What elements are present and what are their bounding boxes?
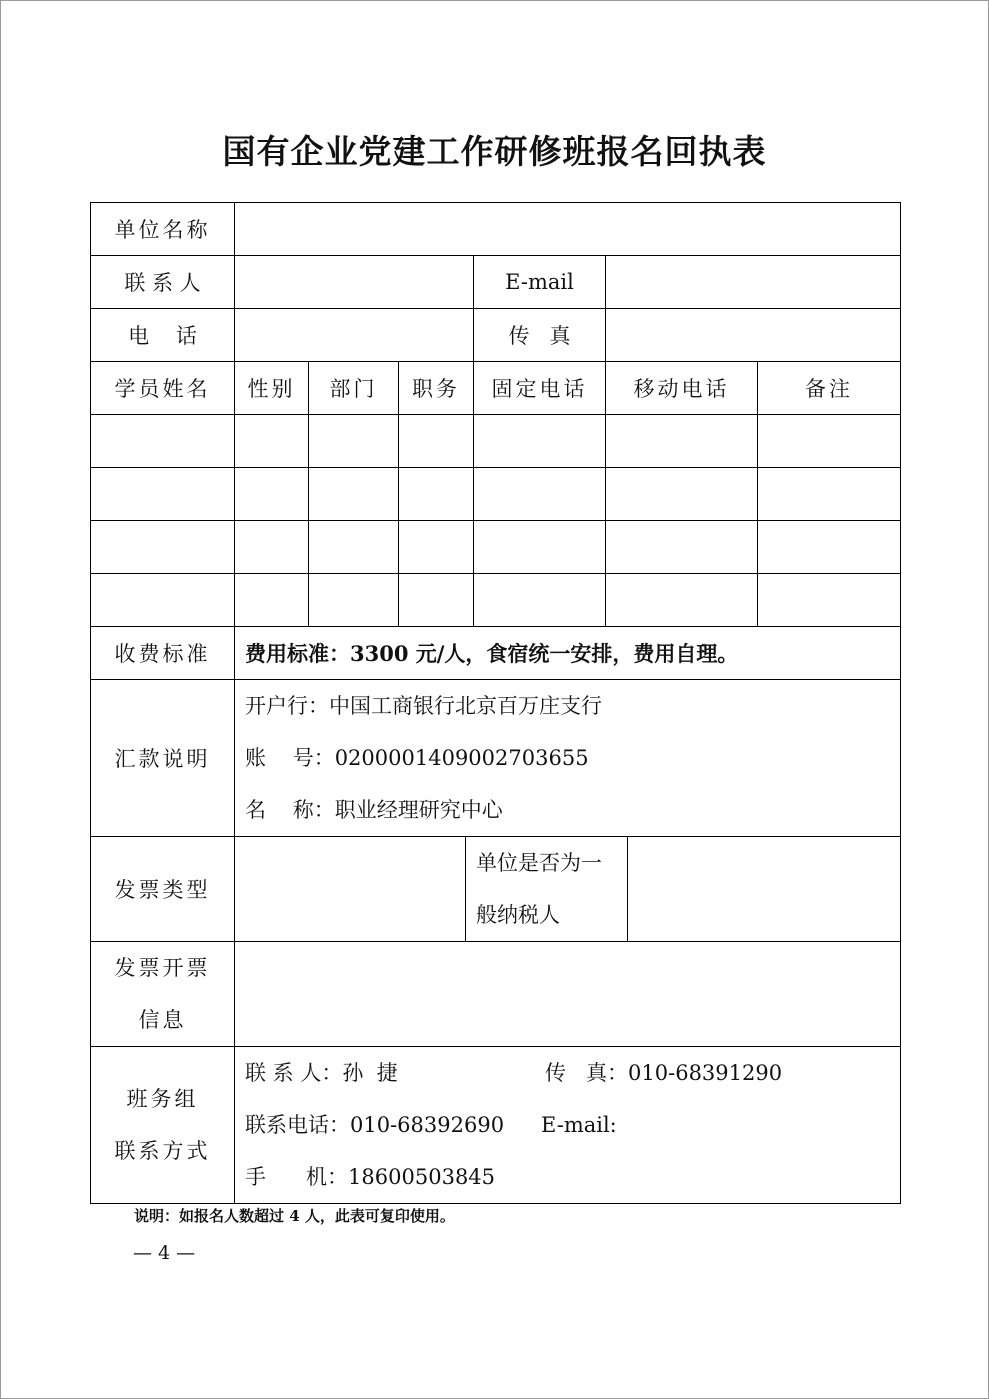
participant-cell[interactable] [399,415,474,468]
participant-cell[interactable] [235,468,309,521]
registration-table [90,202,901,1204]
phone-field[interactable] [235,309,474,362]
page-number: — 4 — [133,1242,196,1264]
taxpayer-label-line1: 单位是否为一 [476,851,602,875]
remit-details [235,680,901,837]
remit-account: 账 号：0200001409002703655 [245,746,589,770]
invoice-info-label-line1: 发票开票 [114,956,211,980]
unit-name-label: 单位名称 [91,203,235,256]
participant-cell[interactable] [91,468,235,521]
contact-fax: 传 真：010-68391290 [545,1061,783,1085]
col-header-remarks: 备注 [758,362,901,415]
participant-cell[interactable] [474,521,606,574]
email-label: E-mail [474,256,606,309]
participant-cell[interactable] [606,468,758,521]
footer-note: 说明：如报名人数超过 4 人，此表可复印使用。 [134,1207,455,1225]
participant-cell[interactable] [474,415,606,468]
col-header-mobile: 移动电话 [606,362,758,415]
col-header-department: 部门 [309,362,399,415]
remit-name: 名 称：职业经理研究中心 [245,798,503,822]
participant-cell[interactable] [758,521,901,574]
participant-cell[interactable] [606,415,758,468]
form-title: 国有企业党建工作研修班报名回执表 [222,132,767,171]
contact-group-line2 [245,1099,900,1151]
participant-cell[interactable] [309,574,399,627]
participant-cell[interactable] [606,574,758,627]
participant-cell[interactable] [606,521,758,574]
participant-cell[interactable] [235,521,309,574]
participant-cell[interactable] [399,521,474,574]
remit-bank: 开户行：中国工商银行北京百万庄支行 [245,694,602,718]
contact-phone: 联系电话：010-68392690 [245,1113,505,1137]
contact-field[interactable] [235,256,474,309]
invoice-type-field[interactable] [235,837,466,941]
invoice-info-field[interactable] [235,942,901,1047]
participant-cell[interactable] [91,574,235,627]
participant-cell[interactable] [758,468,901,521]
participant-row [91,468,901,521]
participant-cell[interactable] [474,574,606,627]
participant-cell[interactable] [309,521,399,574]
contact-group-label-line2: 联系方式 [114,1139,211,1163]
taxpayer-field[interactable] [628,837,900,941]
participant-row [91,415,901,468]
participant-cell[interactable] [91,415,235,468]
invoice-type-label: 发票类型 [91,837,235,942]
contact-group-label-line1: 班务组 [126,1087,199,1111]
fax-field[interactable] [606,309,901,362]
participant-cell[interactable] [91,521,235,574]
fee-label: 收费标准 [91,627,235,680]
participant-cell[interactable] [399,468,474,521]
participant-row [91,521,901,574]
contact-group-label [91,1047,235,1204]
taxpayer-label-line2: 般纳税人 [476,903,560,927]
participant-row [91,574,901,627]
col-header-landline: 固定电话 [474,362,606,415]
invoice-info-label [91,942,235,1047]
fee-text: 费用标准：3300 元/人，食宿统一安排，费用自理。 [235,627,901,680]
col-header-gender: 性别 [235,362,309,415]
participant-cell[interactable] [235,574,309,627]
phone-label: 电 话 [91,309,235,362]
email-field[interactable] [606,256,901,309]
participant-cell[interactable] [235,415,309,468]
contact-group-details [235,1047,901,1204]
col-header-name: 学员姓名 [91,362,235,415]
invoice-info-label-line2: 信息 [138,1008,187,1032]
contact-email: E-mail: [541,1113,617,1137]
participant-cell[interactable] [474,468,606,521]
invoice-type-row [235,837,901,942]
participant-cell[interactable] [758,415,901,468]
taxpayer-label [466,837,628,941]
col-header-position: 职务 [399,362,474,415]
participant-cell[interactable] [758,574,901,627]
contact-label: 联 系 人 [91,256,235,309]
contact-person: 联 系 人：孙 捷 [245,1061,398,1085]
participant-cell[interactable] [309,415,399,468]
remit-label: 汇款说明 [91,680,235,837]
participant-cell[interactable] [399,574,474,627]
fax-label: 传 真 [474,309,606,362]
unit-name-field[interactable] [235,203,901,256]
participant-cell[interactable] [309,468,399,521]
contact-group-line1 [245,1047,900,1099]
contact-mobile: 手 机：18600503845 [245,1165,496,1189]
